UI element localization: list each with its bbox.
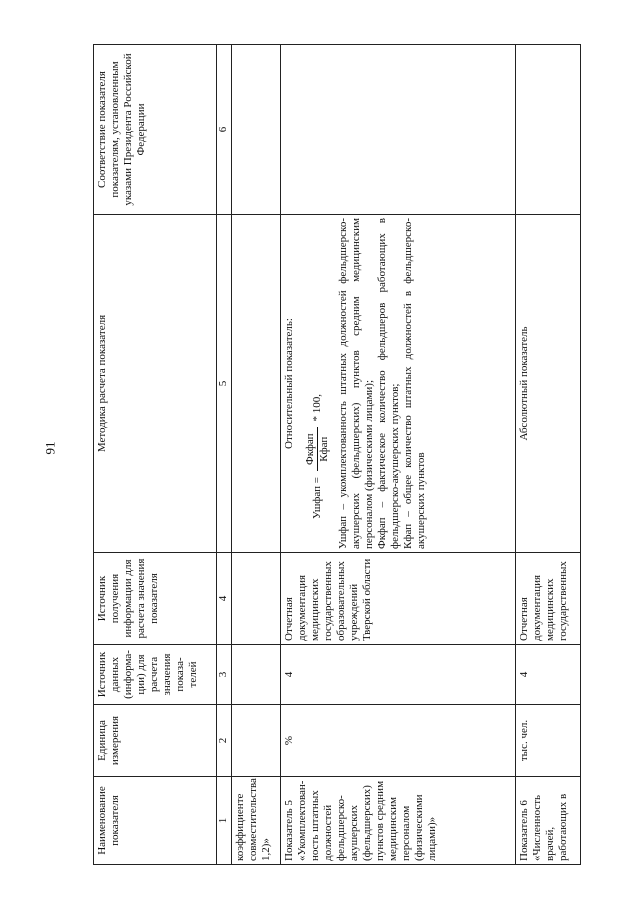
table-row bbox=[232, 45, 281, 865]
formula-numerator: Фкфап bbox=[304, 427, 318, 471]
rotated-table-wrapper bbox=[93, 45, 623, 865]
row-unit: тыс. чел. bbox=[516, 705, 581, 777]
header-data-source: Источник данных (информа-ции) для расчета значения показа-телей bbox=[94, 645, 217, 705]
row-unit: % bbox=[281, 705, 516, 777]
column-number: 2 bbox=[217, 705, 232, 777]
header-unit: Единица измерения bbox=[94, 705, 217, 777]
row-info-source bbox=[232, 553, 281, 645]
formula-left: Ушфап = bbox=[311, 477, 323, 519]
column-number-row bbox=[217, 45, 232, 865]
formula-denominator: Кфап bbox=[318, 436, 330, 462]
row-data-source: 4 bbox=[516, 645, 581, 705]
column-number: 4 bbox=[217, 553, 232, 645]
table-row bbox=[516, 45, 581, 865]
table-row bbox=[281, 45, 516, 865]
method-definition: Ушфап – укомплектованность штатных должностей фельдшерско-акушерских (фельдшерских) пунктов средним медицинским персоналом (физическими лицами); bbox=[337, 218, 375, 549]
header-row bbox=[94, 45, 217, 865]
header-name: Наименование показателя bbox=[94, 777, 217, 865]
column-number: 6 bbox=[217, 45, 232, 215]
method-definition: Фкфап – фактическое количество фельдшеров работающих в фельдшерско-акушерских пунктов; bbox=[376, 218, 401, 549]
row-info-source: Отчетная документация медицинских государственных bbox=[516, 553, 581, 645]
method-definition: Кфап – общее количество штатных должностей в фельдшерско-акушерских пунктов bbox=[402, 218, 427, 549]
row-method bbox=[281, 215, 516, 553]
formula-right: * 100, bbox=[311, 393, 323, 422]
column-number: 5 bbox=[217, 215, 232, 553]
formula-fraction bbox=[304, 427, 331, 471]
column-number: 3 bbox=[217, 645, 232, 705]
row-name: Показатель 6 «Численность врачей, работающих в bbox=[516, 777, 581, 865]
indicators-table bbox=[93, 44, 581, 865]
row-method bbox=[232, 215, 281, 553]
row-compliance bbox=[516, 45, 581, 215]
row-info-source: Отчетная документация медицинских государственных образовательных учреждений Тверской области bbox=[281, 553, 516, 645]
column-number: 1 bbox=[217, 777, 232, 865]
row-name: коэффициенте совместительства 1,2)» bbox=[232, 777, 281, 865]
header-info-source: Источник получения информации для расчета значения показателя bbox=[94, 553, 217, 645]
header-compliance: Соответствие показателя показателям, установленным указами Президента Российской Федерации bbox=[94, 45, 217, 215]
page-number: 91 bbox=[42, 441, 58, 455]
row-unit bbox=[232, 705, 281, 777]
formula bbox=[304, 218, 331, 519]
header-method: Методика расчета показателя bbox=[94, 215, 217, 553]
row-data-source bbox=[232, 645, 281, 705]
method-heading: Относительный показатель: bbox=[283, 318, 295, 449]
row-compliance bbox=[232, 45, 281, 215]
row-compliance bbox=[281, 45, 516, 215]
row-name: Показатель 5 «Укомплектован-ность штатных должностей фельдшерско-акушерских (фельдшерских) пунктов средним медицинским персоналом (физическими лицами)» bbox=[281, 777, 516, 865]
row-method: Абсолютный показатель bbox=[516, 215, 581, 553]
row-data-source: 4 bbox=[281, 645, 516, 705]
